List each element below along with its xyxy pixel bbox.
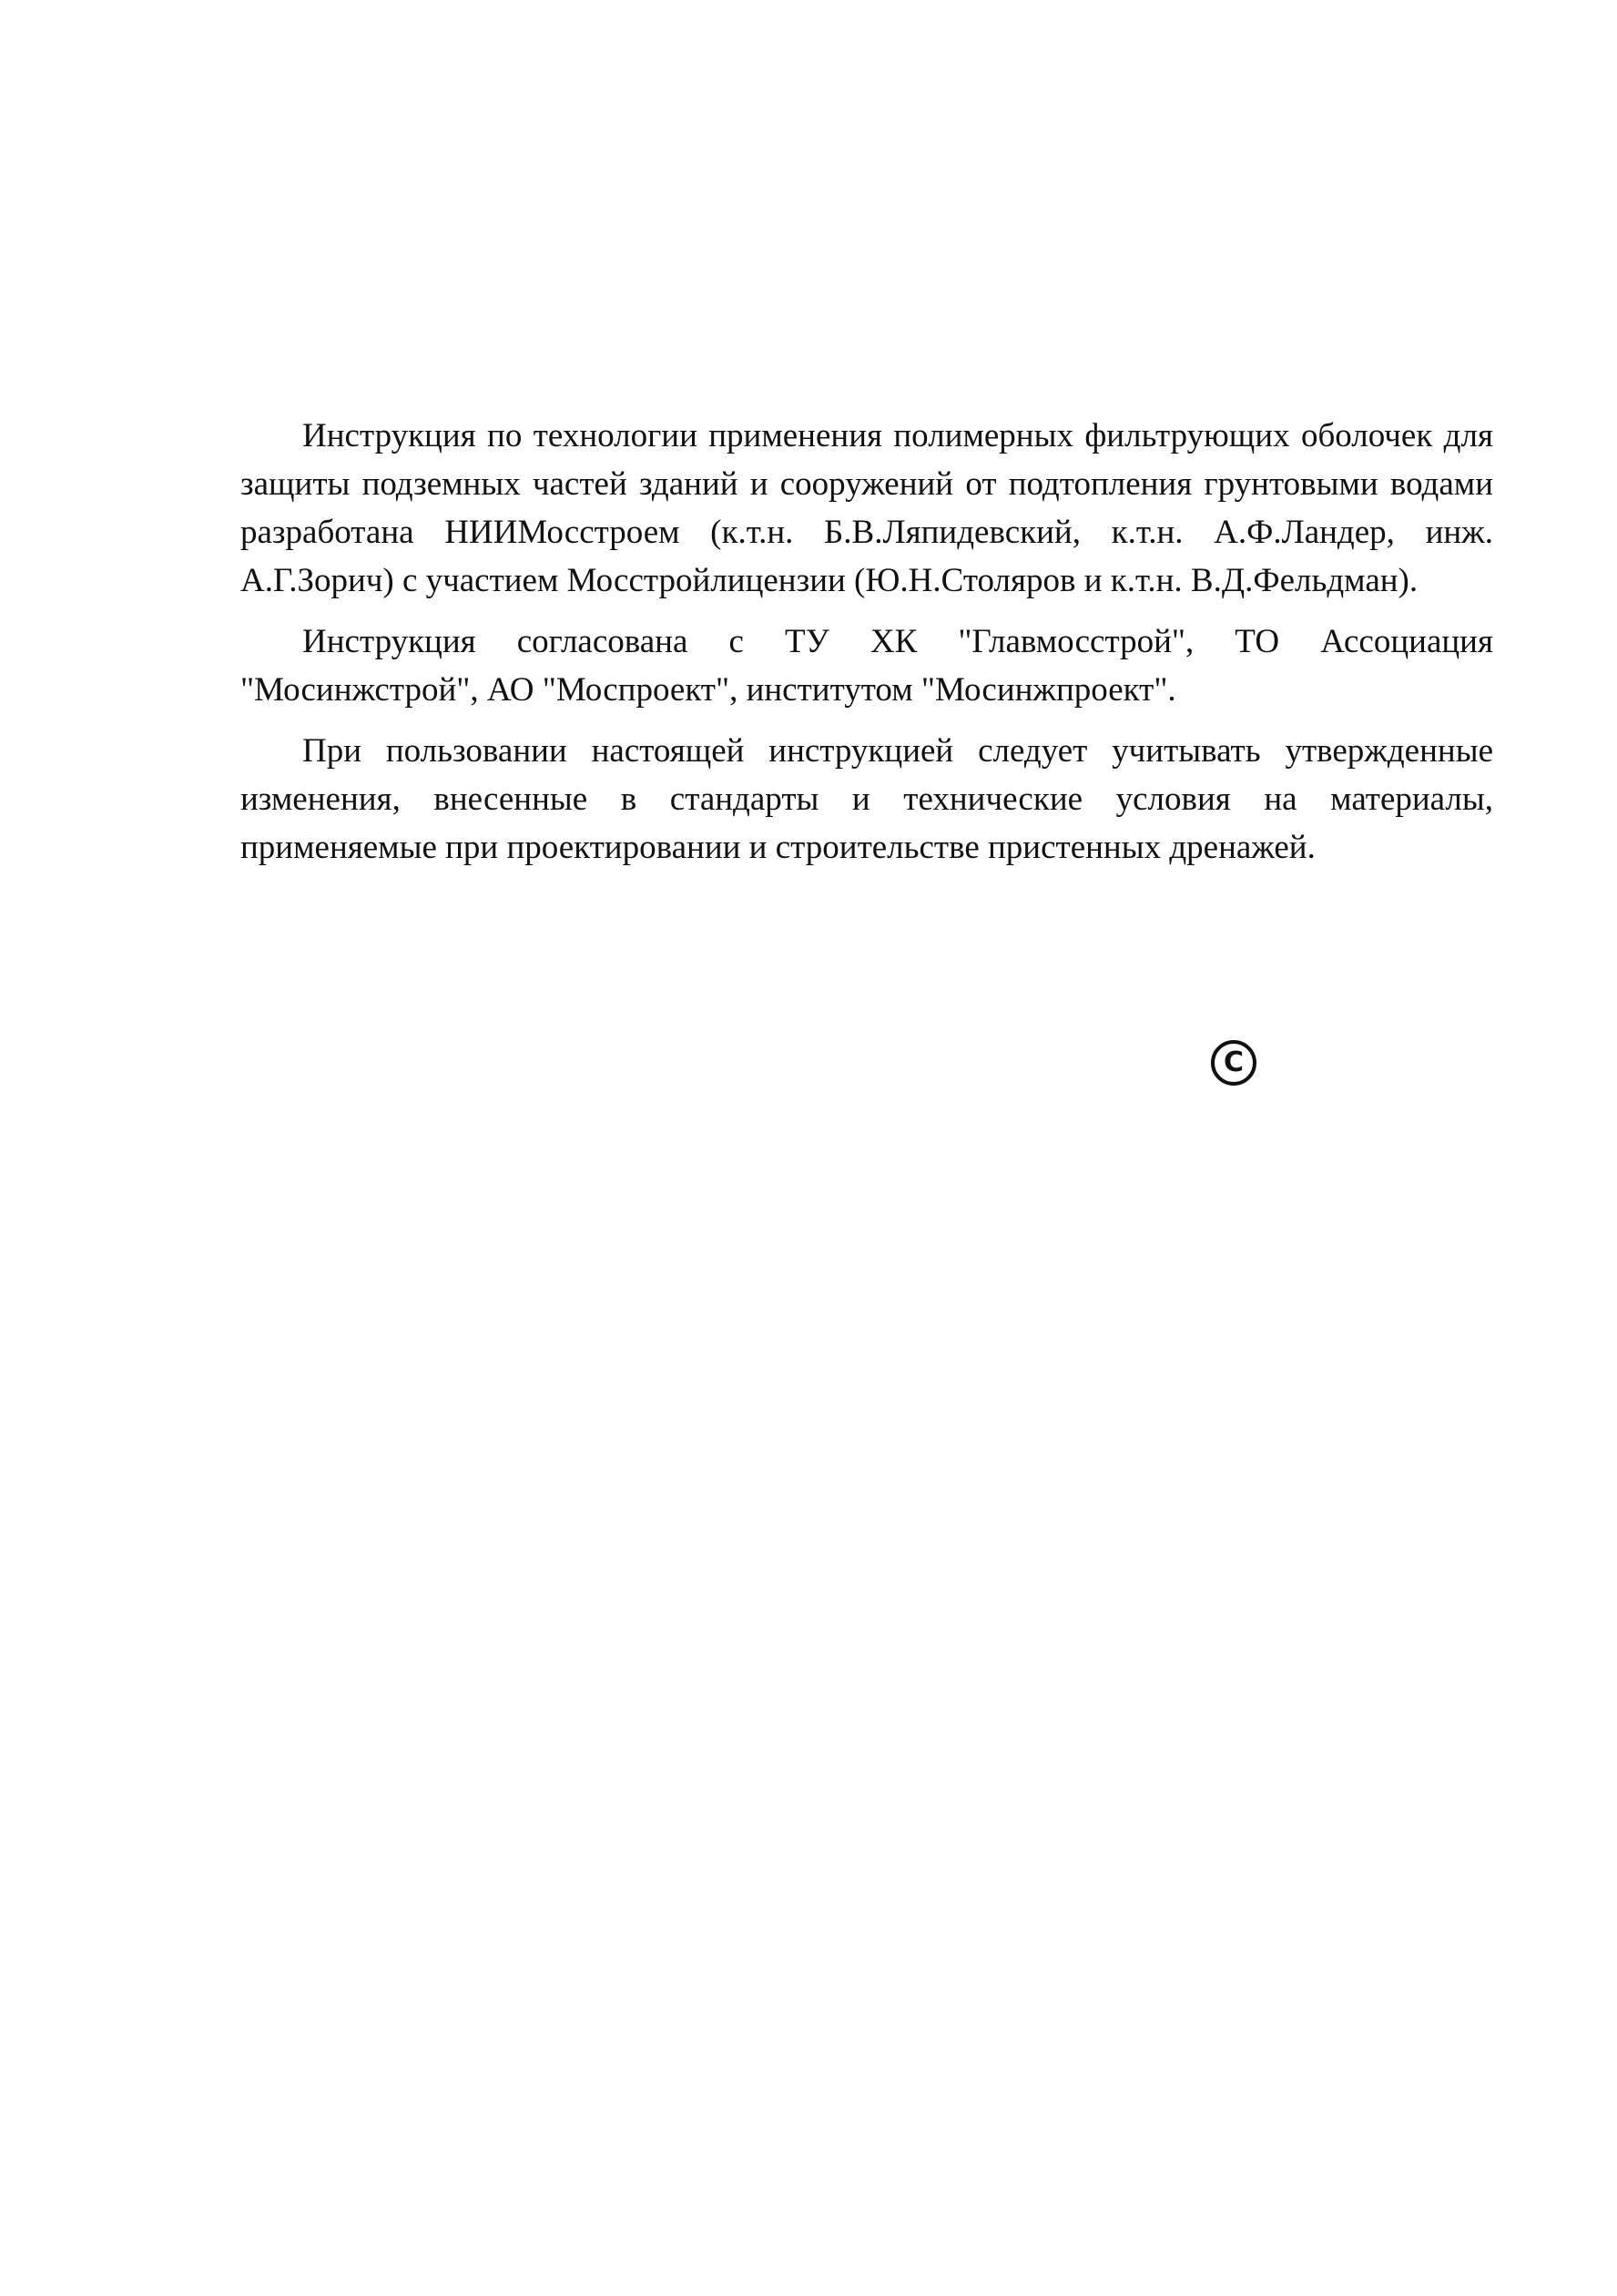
document-body	[240, 412, 1493, 884]
paragraph-usage-note: При пользовании настоящей инструкцией следует учитывать утвержденные изменения, внесенные в стандарты и технические условия на материалы, применяемые при проектировании и строительстве пристенных дренажей.	[240, 732, 1493, 866]
paragraph-approval: Инструкция согласована с ТУ ХК "Главмосстрой", ТО Ассоциация "Мосинжстрой", АО "Моспроект", институтом "Мосинжпроект".	[240, 623, 1493, 709]
paragraph-authors: Инструкция по технологии применения полимерных фильтрующих оболочек для защиты подземных частей зданий и сооружений от подтопления грунтовыми водами разработана НИИМосстроем (к.т.н. Б.В.Ляпидевский, к.т.н. А.Ф.Ландер, инж. А.Г.Зорич) с участием Мосстройлицензии (Ю.Н.Столяров и к.т.н. В.Д.Фельдман).	[240, 417, 1493, 599]
copyright-icon	[1211, 1040, 1256, 1086]
copyright-letter: C	[1223, 1046, 1245, 1078]
